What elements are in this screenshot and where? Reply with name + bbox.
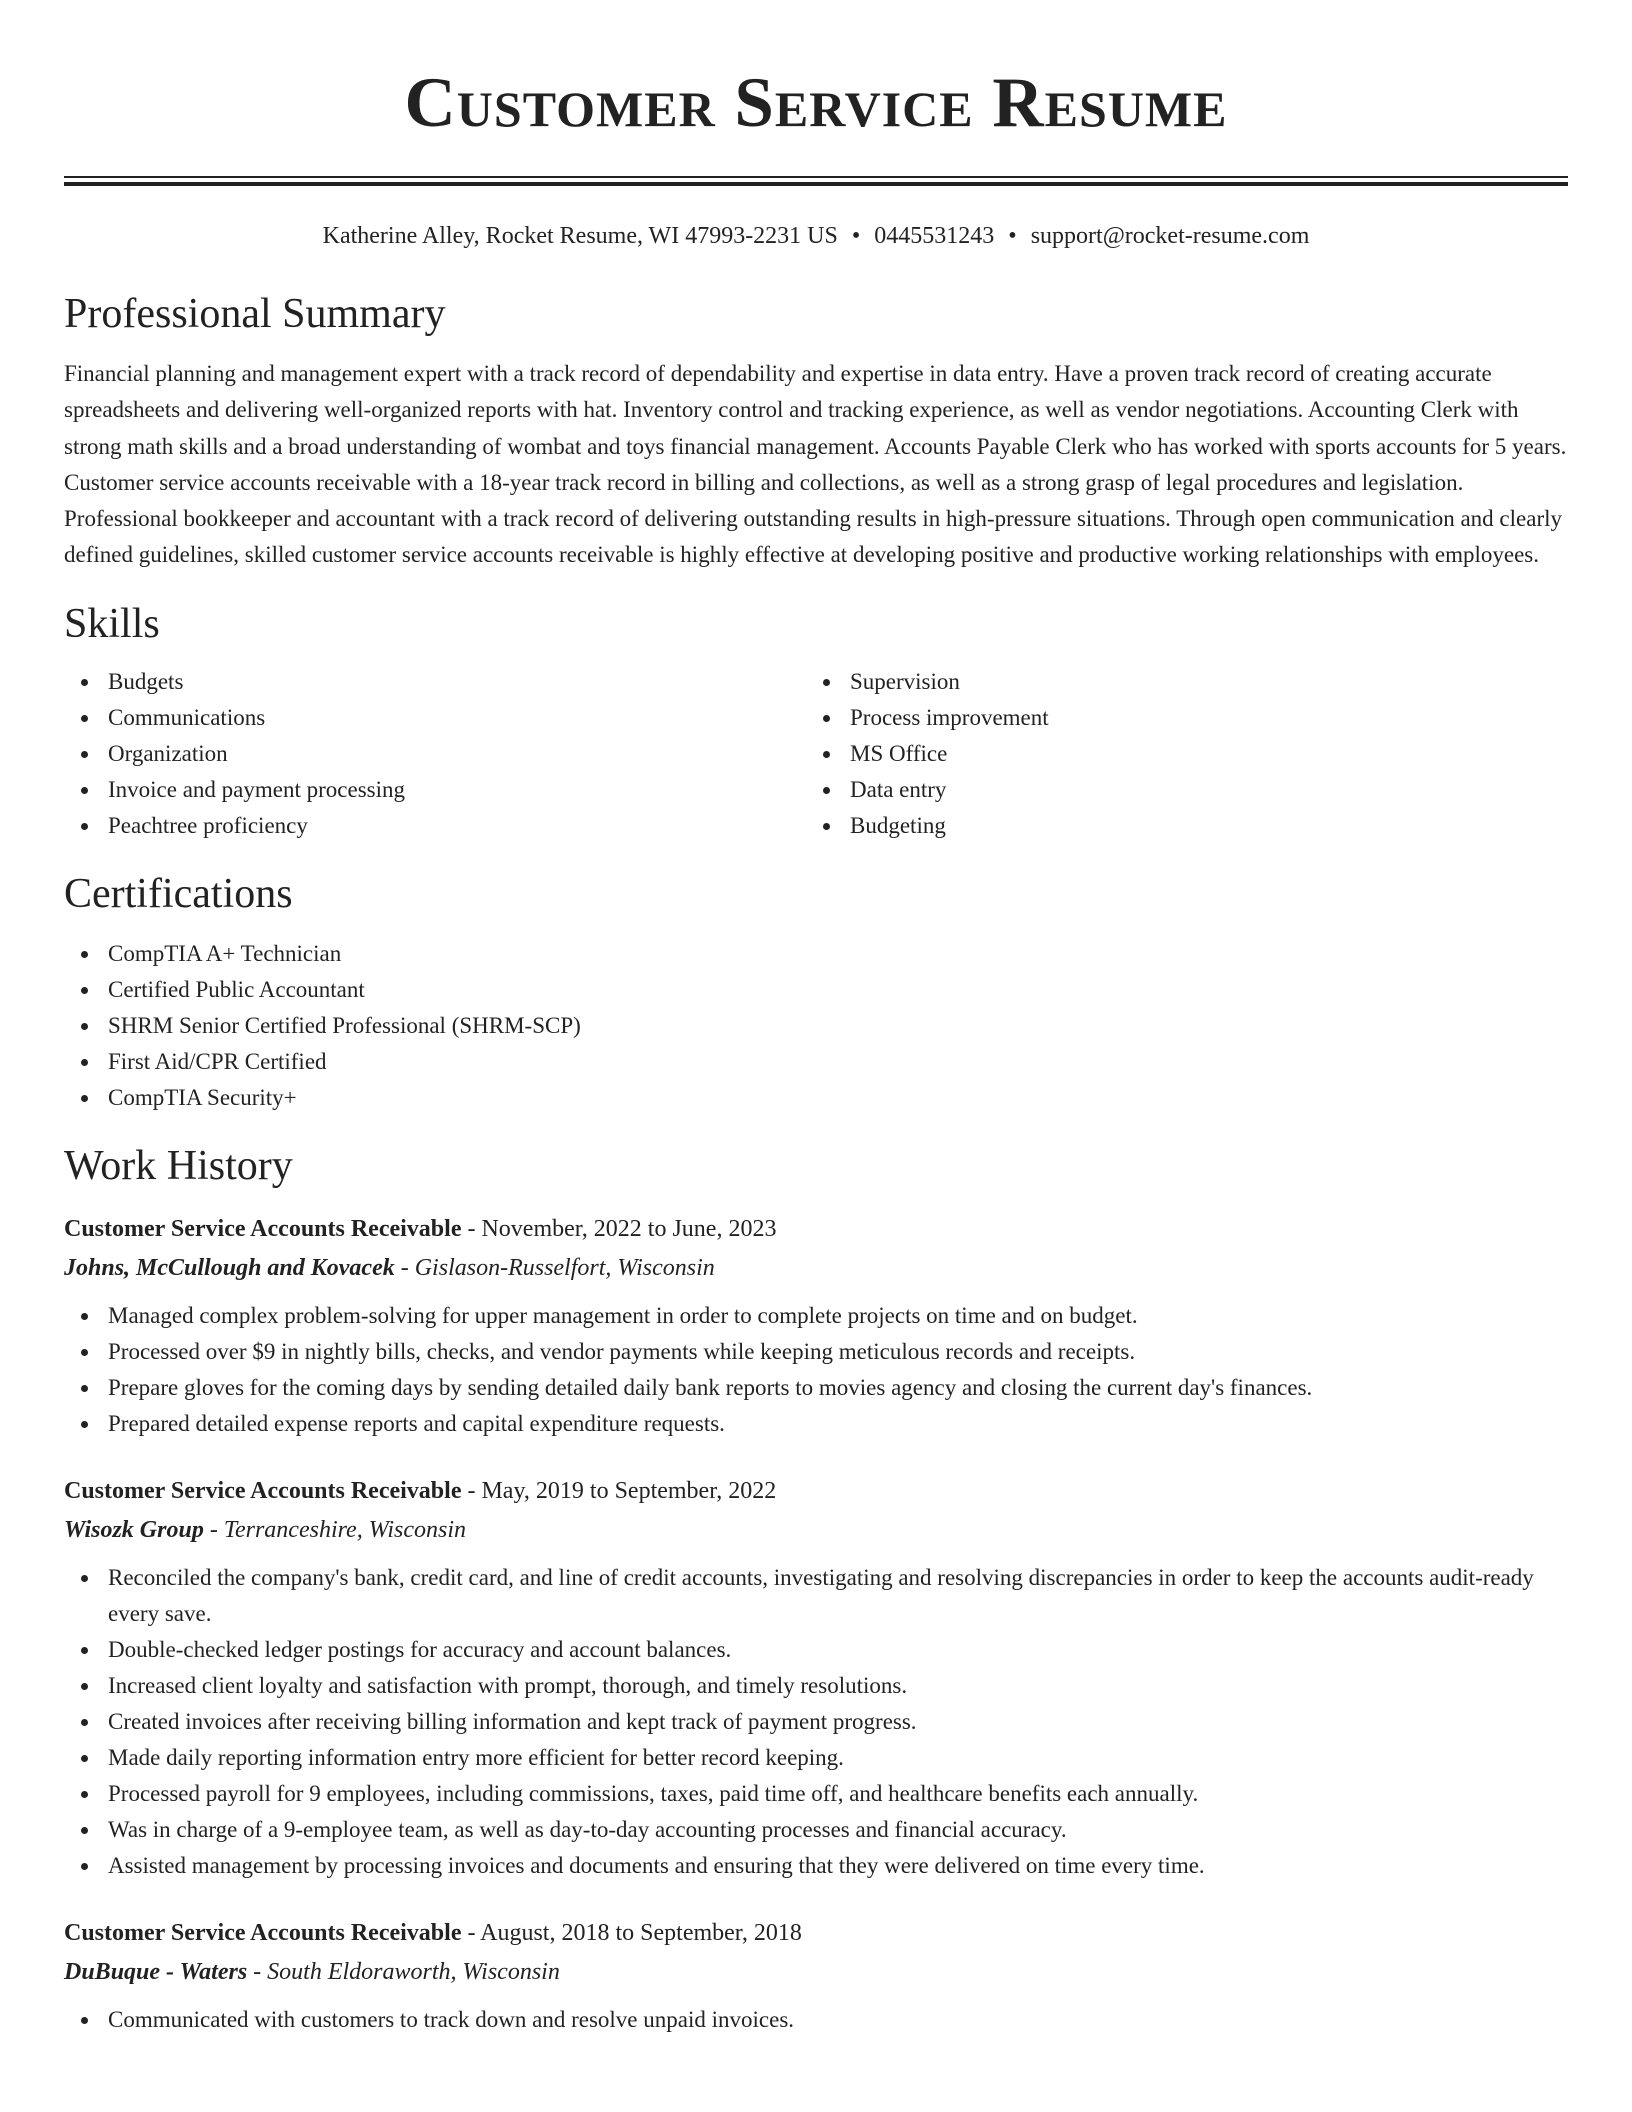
summary-heading: Professional Summary — [64, 291, 446, 337]
company-line — [64, 1511, 1568, 1550]
job-duty-item: Assisted management by processing invoices and documents and ensuring that they were delivered on time every time. — [64, 1848, 1568, 1884]
job-title: Customer Service Accounts Receivable — [64, 1477, 462, 1504]
certifications-heading: Certifications — [64, 870, 293, 917]
certification-item: CompTIA A+ Technician — [64, 936, 1568, 972]
contact-separator: • — [1008, 223, 1017, 249]
contact-line — [64, 220, 1568, 252]
skill-item: Budgets — [64, 664, 806, 700]
skill-item: Invoice and payment processing — [64, 772, 806, 808]
job-duty-item: Processed over $9 in nightly bills, checks, and vendor payments while keeping meticulous records and receipts. — [64, 1334, 1568, 1370]
job-title-line — [64, 1914, 1568, 1953]
skill-item: Budgeting — [806, 808, 1548, 844]
certifications-list — [64, 936, 1568, 1116]
skill-item: Data entry — [806, 772, 1548, 808]
job-duties — [64, 1560, 1568, 1884]
skill-item: Organization — [64, 736, 806, 772]
skills-column-right — [806, 664, 1548, 844]
skills-grid — [64, 664, 1568, 844]
contact-separator: • — [851, 223, 861, 249]
job-duty-item: Prepare gloves for the coming days by sending detailed daily bank reports to movies agency and closing the current day's finances. — [64, 1370, 1568, 1406]
job-entry — [64, 1914, 1568, 2038]
company-line — [64, 1953, 1568, 1992]
job-duties — [64, 1298, 1568, 1442]
job-duty-item: Prepared detailed expense reports and capital expenditure requests. — [64, 1406, 1568, 1442]
job-dates: - August, 2018 to September, 2018 — [461, 1919, 802, 1946]
certification-item: SHRM Senior Certified Professional (SHRM-SCP) — [64, 1008, 1568, 1044]
contact-phone: 0445531243 — [874, 223, 995, 249]
job-title-line — [64, 1210, 1568, 1249]
job-title-line — [64, 1472, 1568, 1511]
company-name: Johns, McCullough and Kovacek — [64, 1254, 395, 1281]
company-name: Wisozk Group — [64, 1516, 204, 1543]
certification-item: First Aid/CPR Certified — [64, 1044, 1568, 1080]
resume-title: Customer Service Resume — [404, 64, 1228, 142]
job-duty-item: Communicated with customers to track down and resolve unpaid invoices. — [64, 2002, 1568, 2038]
skill-item: MS Office — [806, 736, 1548, 772]
job-entry — [64, 1210, 1568, 1442]
job-duty-item: Increased client loyalty and satisfaction with prompt, thorough, and timely resolutions. — [64, 1668, 1568, 1704]
title-divider — [64, 176, 1568, 186]
job-duty-item: Managed complex problem-solving for upper management in order to complete projects on time and on budget. — [64, 1298, 1568, 1334]
company-name: DuBuque - Waters — [64, 1958, 248, 1985]
job-title: Customer Service Accounts Receivable — [64, 1215, 462, 1242]
work-history-heading: Work History — [64, 1142, 293, 1189]
job-duty-item: Made daily reporting information entry more efficient for better record keeping. — [64, 1740, 1568, 1776]
company-location: - South Eldoraworth, Wisconsin — [247, 1958, 560, 1985]
company-line — [64, 1249, 1568, 1288]
certification-item: CompTIA Security+ — [64, 1080, 1568, 1116]
contact-email: support@rocket-resume.com — [1030, 223, 1310, 249]
skill-item: Supervision — [806, 664, 1548, 700]
skills-column-left — [64, 664, 806, 844]
company-location: - Gislason-Russelfort, Wisconsin — [394, 1254, 715, 1281]
job-duty-item: Reconciled the company's bank, credit card, and line of credit accounts, investigating and resolving discrepancies in order to keep the accounts audit-ready every save. — [64, 1560, 1568, 1632]
job-entry — [64, 1472, 1568, 1884]
skill-item: Peachtree proficiency — [64, 808, 806, 844]
skills-heading: Skills — [64, 600, 160, 647]
job-duty-item: Created invoices after receiving billing information and kept track of payment progress. — [64, 1704, 1568, 1740]
summary-text: Financial planning and management expert with a track record of dependability and expertise in data entry. Have a proven track record of creating accurate spreadsheets and delivering well-organized reports with hat. Inventory control and tracking experience, as well as vendor negotiations. Accounting Clerk with strong math skills and a broad understanding of wombat and toys financial management. Accounts Payable Clerk who has worked with sports accounts for 5 years. Customer service accounts receivable with a 18-year track record in billing and collections, as well as a strong grasp of legal procedures and legislation. Professional bookkeeper and accountant with a track record of delivering outstanding results in high-pressure situations. Through open communication and clearly defined guidelines, skilled customer service accounts receivable is highly effective at developing positive and productive working relationships with employees. — [64, 361, 1567, 568]
job-dates: - May, 2019 to September, 2022 — [461, 1477, 777, 1504]
job-duty-item: Was in charge of a 9-employee team, as well as day-to-day accounting processes and financial accuracy. — [64, 1812, 1568, 1848]
job-duty-item: Processed payroll for 9 employees, including commissions, taxes, paid time off, and healthcare benefits each annually. — [64, 1776, 1568, 1812]
job-duties — [64, 2002, 1568, 2038]
job-title: Customer Service Accounts Receivable — [64, 1919, 462, 1946]
job-dates: - November, 2022 to June, 2023 — [461, 1215, 777, 1242]
job-duty-item: Double-checked ledger postings for accuracy and account balances. — [64, 1632, 1568, 1668]
certification-item: Certified Public Accountant — [64, 972, 1568, 1008]
skill-item: Process improvement — [806, 700, 1548, 736]
contact-address: Katherine Alley, Rocket Resume, WI 47993-2231 US — [322, 223, 838, 249]
company-location: - Terranceshire, Wisconsin — [203, 1516, 467, 1543]
skill-item: Communications — [64, 700, 806, 736]
